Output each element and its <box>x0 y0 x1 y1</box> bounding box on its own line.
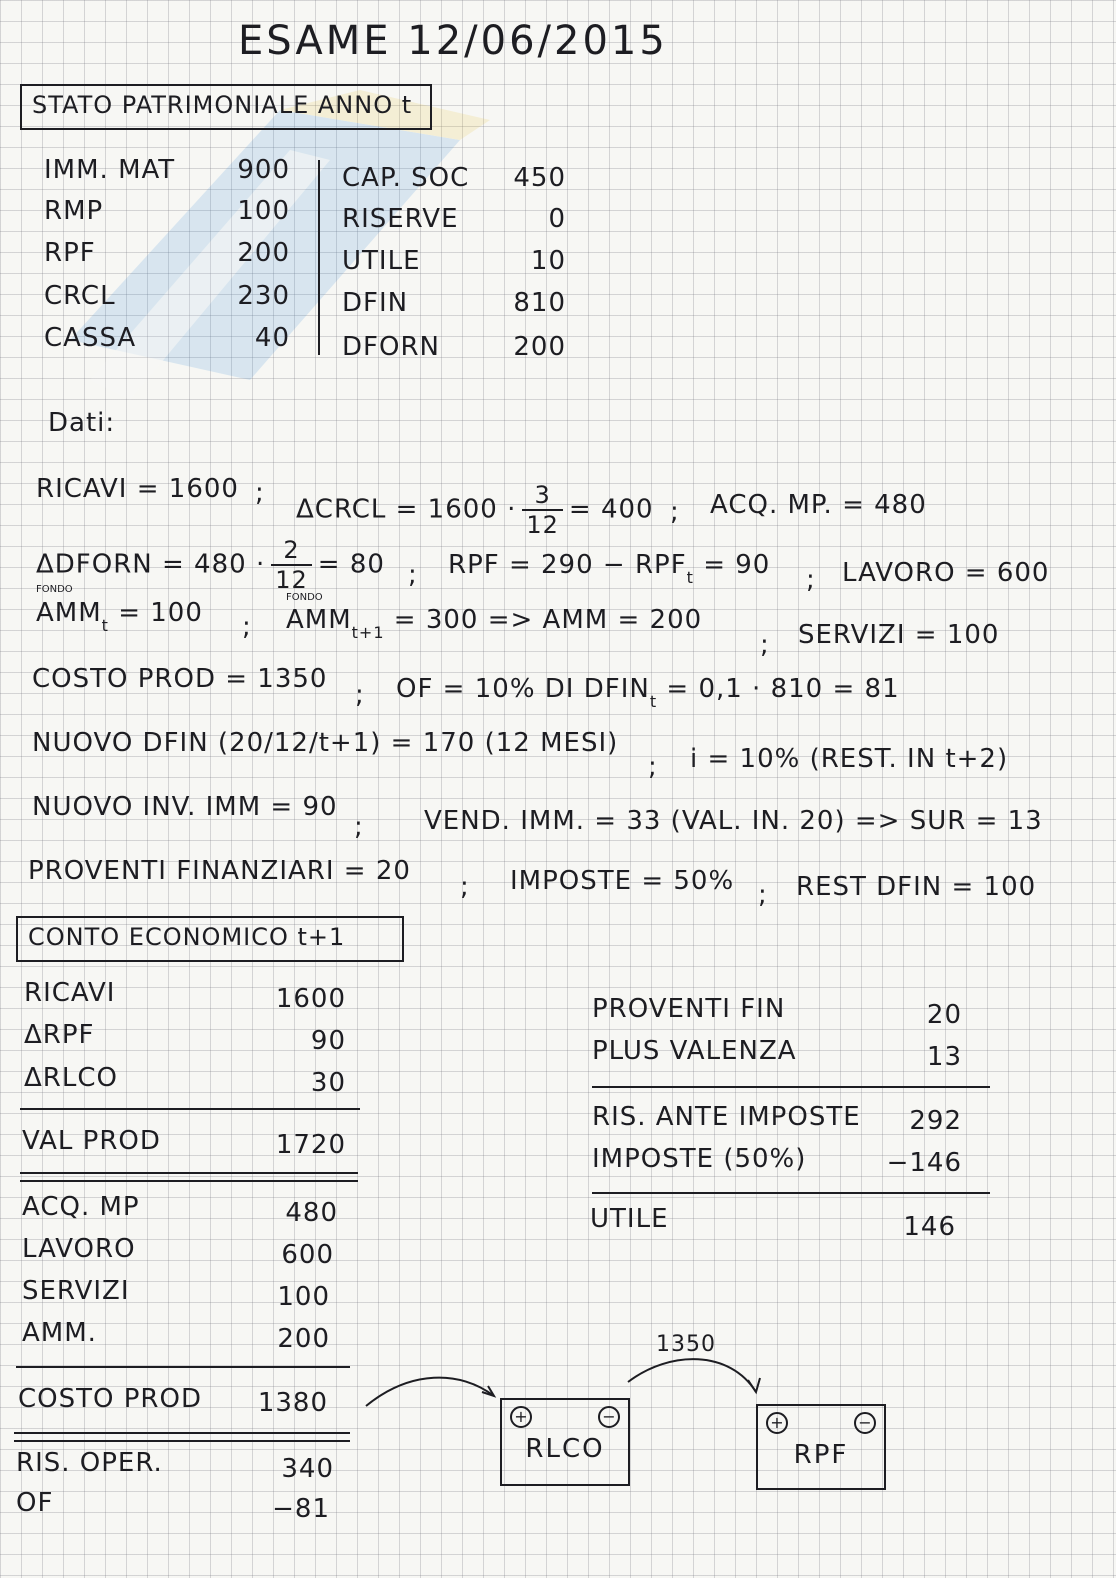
data-acq-mp: ACQ. MP. = 480 <box>710 490 927 520</box>
data-nuovo-dfin: NUOVO DFIN (20/12/t+1) = 170 (12 MESI) <box>32 728 619 758</box>
sp-left-label: RMP <box>44 196 104 226</box>
ce-cost-value: 100 <box>277 1282 330 1312</box>
sp-left-label: CRCL <box>44 281 116 311</box>
sp-left-value: 200 <box>237 238 290 268</box>
separator: ; <box>355 680 365 710</box>
divider-line <box>20 1172 358 1174</box>
ris-oper-value: 340 <box>281 1454 334 1484</box>
data-amm-t1 <box>286 605 703 642</box>
ce-cost-label: AMM. <box>22 1318 97 1348</box>
ce-right-label: PLUS VALENZA <box>592 1036 797 1066</box>
amm-t1-value: = 300 => AMM = 200 <box>393 605 703 635</box>
fraction <box>271 536 312 594</box>
rlco-label: RLCO <box>525 1434 605 1464</box>
delta-crcl-result: = 400 <box>568 494 654 525</box>
balance-sheet-heading: STATO PATRIMONIALE ANNO t <box>32 91 413 119</box>
ce-label: ΔRPF <box>24 1020 95 1050</box>
balance-sheet-heading-box <box>20 84 432 130</box>
data-heading: Dati: <box>48 408 116 438</box>
data-imposte: IMPOSTE = 50% <box>510 866 735 896</box>
fraction-denominator: 12 <box>275 566 308 594</box>
data-servizi: SERVIZI = 100 <box>798 620 1000 650</box>
amm-t-value: = 100 <box>118 598 203 628</box>
costo-prod-value: 1380 <box>257 1388 328 1418</box>
rpf-label: RPF <box>793 1440 849 1470</box>
separator: ; <box>758 880 768 910</box>
plus-icon: + <box>766 1412 788 1434</box>
minus-icon: − <box>598 1406 620 1428</box>
ris-oper-label: RIS. OPER. <box>16 1448 163 1478</box>
ce-right-value: 20 <box>926 1000 962 1030</box>
data-delta-dforn <box>36 536 385 594</box>
minus-icon: − <box>854 1412 876 1434</box>
ce-cost-label: ACQ. MP <box>22 1192 140 1222</box>
data-nuovo-inv: NUOVO INV. IMM = 90 <box>32 792 338 822</box>
rpf-subscript: t <box>686 568 694 587</box>
sp-right-label: RISERVE <box>342 204 459 234</box>
amm-t1-subscript: t+1 <box>351 623 385 642</box>
delta-crcl-text: ΔCRCL = 1600 · <box>296 494 517 525</box>
sp-right-label: DFORN <box>342 332 440 362</box>
ce-cost-value: 480 <box>285 1198 338 1228</box>
rlco-account-box <box>500 1398 630 1486</box>
ce-label: ΔRLCO <box>24 1063 118 1093</box>
ris-ante-value: 292 <box>909 1106 962 1136</box>
divider-line <box>16 1366 350 1368</box>
val-prod-value: 1720 <box>275 1130 346 1160</box>
sp-left-value: 230 <box>237 281 290 311</box>
separator: ; <box>242 612 252 642</box>
separator: ; <box>648 752 658 782</box>
amm-t-subscript: t <box>101 616 109 635</box>
ce-cost-value: 200 <box>277 1324 330 1354</box>
income-statement-heading-box <box>16 916 404 962</box>
separator: ; <box>354 812 364 842</box>
fraction-denominator: 12 <box>526 511 559 539</box>
rpf-account-box <box>756 1404 886 1490</box>
divider-line <box>20 1108 360 1110</box>
of-label: OF <box>16 1488 54 1518</box>
of-subscript: t <box>649 692 658 711</box>
ris-ante-label: RIS. ANTE IMPOSTE <box>592 1102 861 1132</box>
data-rest-dfin: REST DFIN = 100 <box>796 872 1037 902</box>
sp-left-value: 40 <box>254 323 290 353</box>
divider-line <box>20 1180 358 1182</box>
utile-label: UTILE <box>590 1204 669 1234</box>
separator: ; <box>760 630 770 660</box>
sp-left-label: IMM. MAT <box>44 155 176 185</box>
imposte-value: −146 <box>886 1148 962 1178</box>
sp-right-value: 450 <box>513 163 566 193</box>
ce-cost-label: LAVORO <box>22 1234 136 1264</box>
separator: ; <box>460 872 470 902</box>
data-interest: i = 10% (REST. IN t+2) <box>690 744 1009 774</box>
income-statement-heading: CONTO ECONOMICO t+1 <box>28 923 346 951</box>
data-vend-imm: VEND. IMM. = 33 (VAL. IN. 20) => SUR = 13 <box>424 806 1043 836</box>
fondo-label: FONDO <box>36 584 73 595</box>
separator: ; <box>806 565 816 595</box>
balance-sheet-divider <box>318 160 320 355</box>
sp-left-label: CASSA <box>44 323 137 353</box>
of-result: = 0,1 · 810 = 81 <box>666 674 900 704</box>
divider-line <box>592 1192 990 1194</box>
costo-prod-label: COSTO PROD <box>18 1384 202 1414</box>
ce-label: RICAVI <box>24 978 116 1008</box>
data-amm-t <box>36 598 203 635</box>
of-value: −81 <box>272 1494 330 1524</box>
ce-value: 30 <box>310 1068 346 1098</box>
sp-right-label: DFIN <box>342 288 409 318</box>
fraction-numerator: 2 <box>271 536 312 566</box>
val-prod-label: VAL PROD <box>22 1126 161 1156</box>
amm-t1-text: AMM <box>286 605 352 635</box>
ce-right-value: 13 <box>926 1042 962 1072</box>
ce-cost-label: SERVIZI <box>22 1276 130 1306</box>
separator: ; <box>255 478 265 508</box>
utile-value: 146 <box>903 1212 956 1242</box>
separator: ; <box>408 560 418 590</box>
separator: ; <box>670 497 680 527</box>
imposte-label: IMPOSTE (50%) <box>592 1144 807 1174</box>
divider-line <box>592 1086 990 1088</box>
delta-dforn-result: = 80 <box>317 549 385 580</box>
of-text: OF = 10% DI DFIN <box>396 674 650 704</box>
ce-value: 1600 <box>275 984 346 1014</box>
data-rpf <box>448 550 771 587</box>
sp-right-label: UTILE <box>342 246 421 276</box>
sp-right-value: 200 <box>513 332 566 362</box>
data-costo-prod: COSTO PROD = 1350 <box>32 664 328 694</box>
rpf-text: RPF = 290 − RPF <box>448 550 687 580</box>
sp-right-value: 10 <box>530 246 566 276</box>
fraction-numerator: 3 <box>522 481 563 511</box>
fraction <box>522 481 563 539</box>
data-lavoro: LAVORO = 600 <box>842 558 1050 588</box>
fondo-label: FONDO <box>286 592 323 603</box>
data-of <box>396 674 900 711</box>
sp-left-value: 900 <box>237 155 290 185</box>
arrow-label: 1350 <box>656 1332 716 1357</box>
ce-right-label: PROVENTI FIN <box>592 994 786 1024</box>
divider-line <box>14 1440 350 1442</box>
data-delta-crcl <box>296 481 654 539</box>
amm-t-text: AMM <box>36 598 102 628</box>
data-proventi: PROVENTI FINANZIARI = 20 <box>28 856 411 886</box>
sp-right-value: 0 <box>548 204 566 234</box>
sp-left-label: RPF <box>44 238 96 268</box>
delta-dforn-text: ΔDFORN = 480 · <box>36 549 266 580</box>
rpf-result: = 90 <box>703 550 771 580</box>
sp-right-label: CAP. SOC <box>342 163 470 193</box>
ce-value: 90 <box>310 1026 346 1056</box>
plus-icon: + <box>510 1406 532 1428</box>
divider-line <box>14 1432 350 1434</box>
page-title: ESAME 12/06/2015 <box>238 18 668 64</box>
ce-cost-value: 600 <box>281 1240 334 1270</box>
sp-right-value: 810 <box>513 288 566 318</box>
sp-left-value: 100 <box>237 196 290 226</box>
data-ricavi: RICAVI = 1600 <box>36 474 239 504</box>
